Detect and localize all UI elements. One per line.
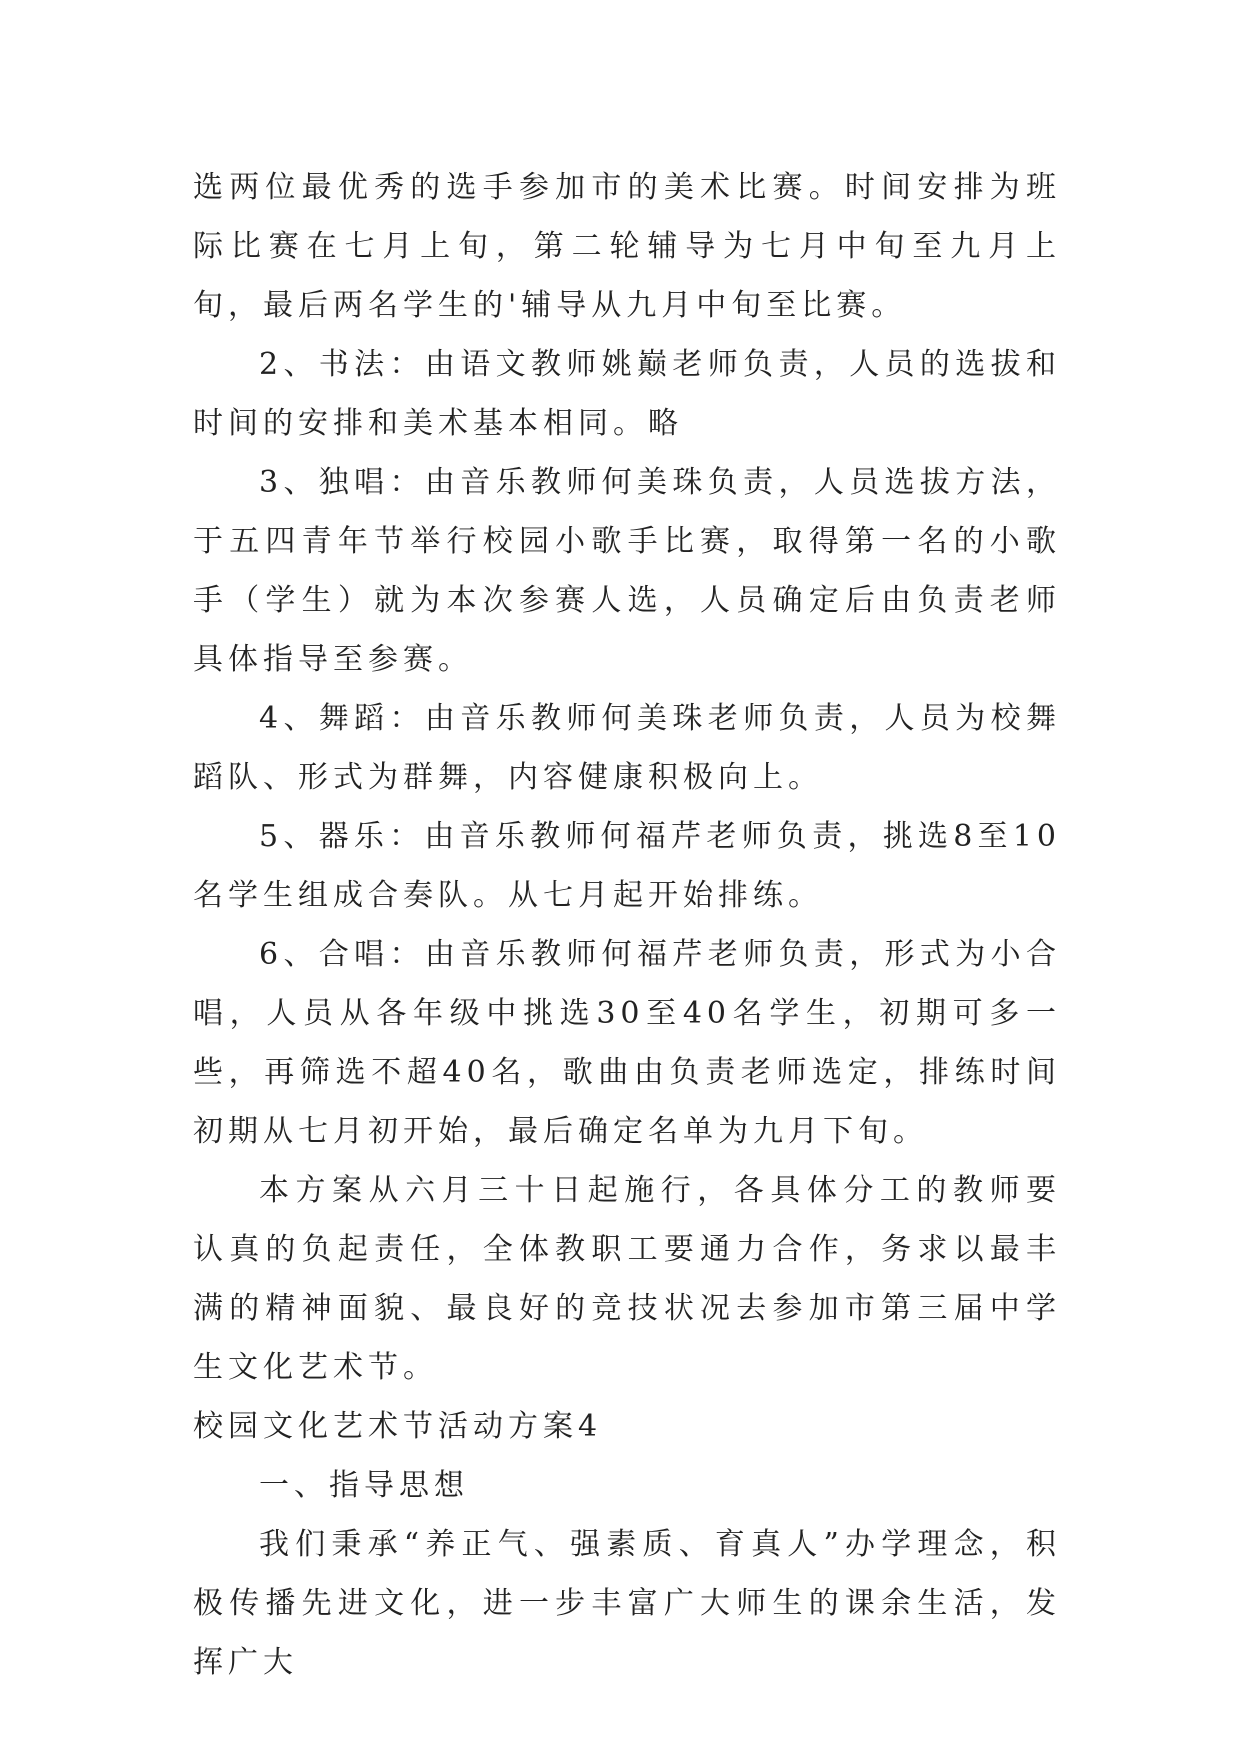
paragraph-guiding-ideology: 我们秉承“养正气、强素质、育真人”办学理念，积极传播先进文化，进一步丰富广大师生的课余生活，发挥广大 <box>193 1527 1061 1680</box>
paragraph-chorus: 6、合唱：由音乐教师何福芹老师负责，形式为小合唱，人员从各年级中挑选30至40名学生，初期可多一些，再筛选不超40名，歌曲由负责老师选定，排练时间初期从七月初开始，最后确定名单为九月下旬。 <box>193 937 1061 1149</box>
heading-guiding-ideology: 一、指导思想 <box>259 1468 469 1503</box>
paragraph-calligraphy: 2、书法：由语文教师姚巅老师负责，人员的选拔和时间的安排和美术基本相同。略 <box>193 347 1061 441</box>
document-body <box>193 158 1061 1692</box>
paragraph-art-schedule: 选两位最优秀的选手参加市的美术比赛。时间安排为班际比赛在七月上旬，第二轮辅导为七月中旬至九月上旬，最后两名学生的'辅导从九月中旬至比赛。 <box>193 170 1061 323</box>
paragraph-implementation: 本方案从六月三十日起施行，各具体分工的教师要认真的负起责任，全体教职工要通力合作，务求以最丰满的精神面貌、最良好的竞技状况去参加市第三届中学生文化艺术节。 <box>193 1173 1061 1385</box>
section-title-plan-4: 校园文化艺术节活动方案4 <box>193 1409 603 1444</box>
paragraph-dance: 4、舞蹈：由音乐教师何美珠老师负责，人员为校舞蹈队、形式为群舞，内容健康积极向上。 <box>193 701 1061 795</box>
paragraph-solo-singing: 3、独唱：由音乐教师何美珠负责，人员选拔方法，于五四青年节举行校园小歌手比赛，取得第一名的小歌手（学生）就为本次参赛人选，人员确定后由负责老师具体指导至参赛。 <box>193 465 1061 677</box>
paragraph-instrumental: 5、器乐：由音乐教师何福芹老师负责，挑选8至10名学生组成合奏队。从七月起开始排练。 <box>193 819 1061 913</box>
